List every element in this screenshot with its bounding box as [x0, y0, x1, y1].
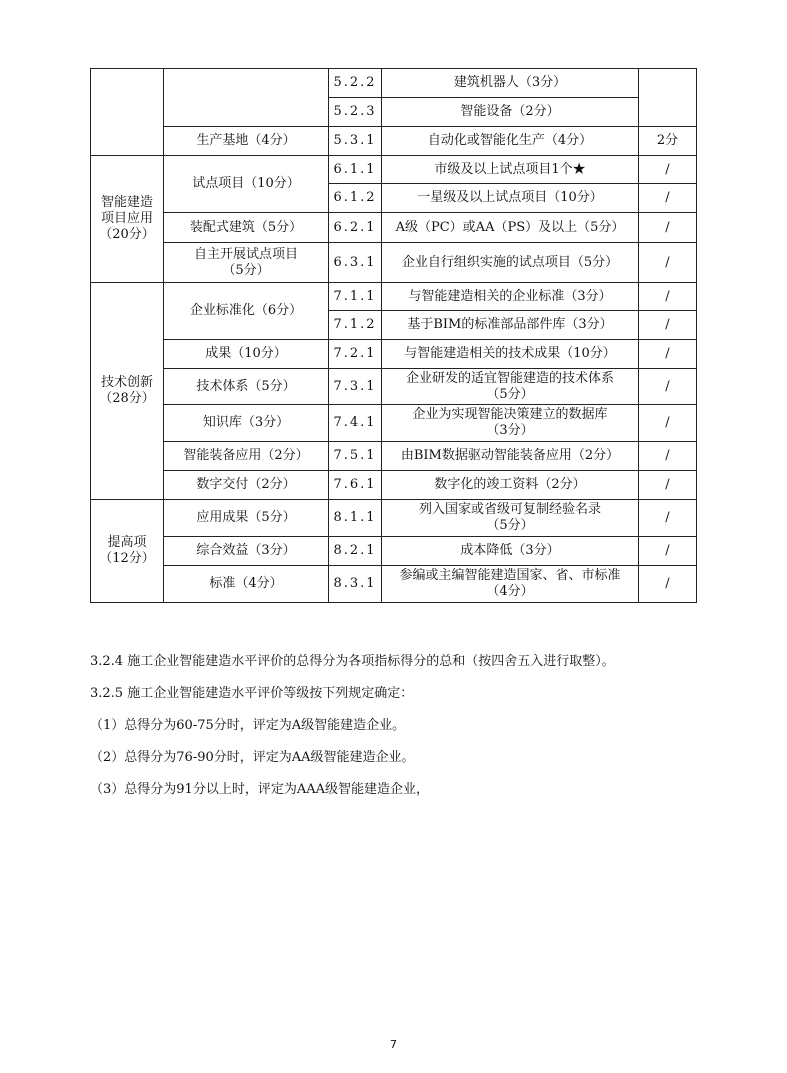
table-row: [91, 340, 697, 369]
code-cell: 7.5.1: [329, 442, 382, 471]
table-row: [91, 69, 697, 98]
category-label: 提高项 （12分）: [99, 535, 155, 566]
score-cell: /: [639, 340, 697, 369]
clause-3-2-4: 3.2.4 施工企业智能建造水平评价的总得分为各项指标得分的总和（按四舍五入进行取整）。: [90, 654, 615, 669]
score-cell: /: [639, 311, 697, 340]
score-cell: /: [639, 537, 697, 566]
item-cell: 自动化或智能化生产（4分）: [382, 127, 639, 156]
code-cell: 8.3.1: [329, 566, 382, 603]
score-cell: /: [639, 213, 697, 243]
table-row: [91, 243, 697, 283]
code-cell: 7.2.1: [329, 340, 382, 369]
grade-rule-a: （1）总得分为60-75分时，评定为A级智能建造企业。: [90, 718, 406, 733]
subcategory-cell: [164, 69, 329, 127]
subcategory-cell: 成果（10分）: [164, 340, 329, 369]
subcategory-cell: 企业标准化（6分）: [164, 283, 329, 340]
subcategory-cell: 装配式建筑（5分）: [164, 213, 329, 243]
item-cell: 与智能建造相关的企业标准（3分）: [382, 283, 639, 311]
score-cell: [639, 69, 697, 127]
score-cell: /: [639, 156, 697, 184]
subcategory-cell: 自主开展试点项目 （5分）: [164, 243, 329, 283]
score-cell: /: [639, 442, 697, 471]
code-cell: 7.1.1: [329, 283, 382, 311]
table-row: [91, 471, 697, 500]
code-cell: 8.1.1: [329, 500, 382, 537]
table-row: [91, 369, 697, 405]
subcategory-cell: 综合效益（3分）: [164, 537, 329, 566]
code-cell: 5.3.1: [329, 127, 382, 156]
subcategory-cell: 标准（4分）: [164, 566, 329, 603]
item-cell: 一星级及以上试点项目（10分）: [382, 184, 639, 213]
clause-3-2-5: 3.2.5 施工企业智能建造水平评价等级按下列规定确定：: [90, 686, 414, 701]
subcategory-cell: 智能装备应用（2分）: [164, 442, 329, 471]
score-cell: /: [639, 405, 697, 442]
subcategory-cell: 试点项目（10分）: [164, 156, 329, 213]
grade-rule-aa: （2）总得分为76-90分时，评定为AA级智能建造企业。: [90, 750, 415, 765]
subcategory-cell: 数字交付（2分）: [164, 471, 329, 500]
item-cell: 市级及以上试点项目1个★: [382, 156, 639, 184]
code-cell: 5.2.3: [329, 98, 382, 127]
table-row: [91, 405, 697, 442]
score-cell: /: [639, 500, 697, 537]
code-cell: 5.2.2: [329, 69, 382, 98]
item-cell: 参编或主编智能建造国家、省、市标准 （4分）: [382, 566, 639, 603]
score-cell: 2分: [639, 127, 697, 156]
table-row: [91, 283, 697, 311]
code-cell: 7.3.1: [329, 369, 382, 405]
table-row: [91, 213, 697, 243]
item-cell: 建筑机器人（3分）: [382, 69, 639, 98]
category-label: 智能建造 项目应用 （20分）: [99, 195, 155, 242]
grade-rule-aaa: （3）总得分为91分以上时，评定为AAA级智能建造企业，: [90, 782, 429, 797]
code-cell: 6.1.1: [329, 156, 382, 184]
item-cell: 成本降低（3分）: [382, 537, 639, 566]
table-row: [91, 156, 697, 184]
code-cell: 6.1.2: [329, 184, 382, 213]
item-cell: 数字化的竣工资料（2分）: [382, 471, 639, 500]
category-cell: [91, 69, 164, 156]
subcategory-cell: 知识库（3分）: [164, 405, 329, 442]
table-row: [91, 566, 697, 603]
item-cell: 企业研发的适宜智能建造的技术体系 （5分）: [382, 369, 639, 405]
item-cell: A级（PC）或AA（PS）及以上（5分）: [382, 213, 639, 243]
score-cell: /: [639, 369, 697, 405]
category-cell: [91, 283, 164, 500]
page-number: 7: [390, 1038, 397, 1051]
subcategory-cell: 应用成果（5分）: [164, 500, 329, 537]
item-cell: 企业为实现智能决策建立的数据库 （3分）: [382, 405, 639, 442]
code-cell: 7.4.1: [329, 405, 382, 442]
item-cell: 列入国家或省级可复制经验名录 （5分）: [382, 500, 639, 537]
table-row: [91, 442, 697, 471]
code-cell: 7.6.1: [329, 471, 382, 500]
evaluation-table: [90, 68, 697, 603]
code-cell: 6.2.1: [329, 213, 382, 243]
subcategory-cell: 技术体系（5分）: [164, 369, 329, 405]
category-cell: [91, 500, 164, 603]
item-cell: 企业自行组织实施的试点项目（5分）: [382, 243, 639, 283]
table-row: [91, 500, 697, 537]
item-cell: 与智能建造相关的技术成果（10分）: [382, 340, 639, 369]
subcategory-cell: 生产基地（4分）: [164, 127, 329, 156]
item-cell: 由BIM数据驱动智能装备应用（2分）: [382, 442, 639, 471]
code-cell: 6.3.1: [329, 243, 382, 283]
item-cell: 智能设备（2分）: [382, 98, 639, 127]
category-label: 技术创新 （28分）: [99, 375, 155, 406]
score-cell: /: [639, 283, 697, 311]
table-row: [91, 537, 697, 566]
table-row: [91, 127, 697, 156]
category-cell: [91, 156, 164, 283]
score-cell: /: [639, 471, 697, 500]
code-cell: 8.2.1: [329, 537, 382, 566]
score-cell: /: [639, 184, 697, 213]
score-cell: /: [639, 566, 697, 603]
code-cell: 7.1.2: [329, 311, 382, 340]
item-cell: 基于BIM的标准部品部件库（3分）: [382, 311, 639, 340]
score-cell: /: [639, 243, 697, 283]
